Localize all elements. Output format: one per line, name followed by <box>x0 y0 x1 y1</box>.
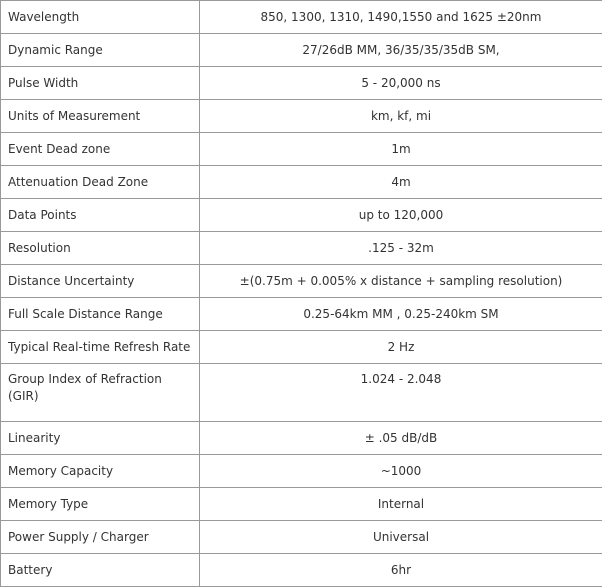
spec-value-resolution: .125 - 32m <box>200 232 602 265</box>
table-row <box>1 364 602 422</box>
spec-label-data-points: Data Points <box>1 199 200 232</box>
spec-label-memory-type: Memory Type <box>1 488 200 521</box>
spec-label-linearity: Linearity <box>1 422 200 455</box>
table-row <box>1 422 602 455</box>
table-row <box>1 34 602 67</box>
table-row <box>1 488 602 521</box>
spec-label-resolution: Resolution <box>1 232 200 265</box>
spec-label-attenuation-dead-zone: Attenuation Dead Zone <box>1 166 200 199</box>
table-row <box>1 199 602 232</box>
table-row <box>1 554 602 587</box>
table-row <box>1 298 602 331</box>
spec-label-pulse-width: Pulse Width <box>1 67 200 100</box>
spec-value-power-supply: Universal <box>200 521 602 554</box>
spec-value-memory-type: Internal <box>200 488 602 521</box>
spec-label-memory-capacity: Memory Capacity <box>1 455 200 488</box>
spec-label-dynamic-range: Dynamic Range <box>1 34 200 67</box>
table-row <box>1 67 602 100</box>
spec-value-event-dead-zone: 1m <box>200 133 602 166</box>
table-row <box>1 265 602 298</box>
spec-label-event-dead-zone: Event Dead zone <box>1 133 200 166</box>
spec-value-linearity: ± .05 dB/dB <box>200 422 602 455</box>
spec-value-distance-uncertainty: ±(0.75m + 0.005% x distance + sampling resolution) <box>200 265 602 298</box>
spec-value-battery: 6hr <box>200 554 602 587</box>
table-row <box>1 1 602 34</box>
spec-value-full-scale-range: 0.25-64km MM , 0.25-240km SM <box>200 298 602 331</box>
spec-value-data-points: up to 120,000 <box>200 199 602 232</box>
spec-label-units: Units of Measurement <box>1 100 200 133</box>
spec-label-refresh-rate: Typical Real-time Refresh Rate <box>1 331 200 364</box>
table-row <box>1 166 602 199</box>
spec-value-gir: 1.024 - 2.048 <box>200 364 602 422</box>
table-row <box>1 331 602 364</box>
spec-value-wavelength: 850, 1300, 1310, 1490,1550 and 1625 ±20nm <box>200 1 602 34</box>
spec-value-attenuation-dead-zone: 4m <box>200 166 602 199</box>
table-row <box>1 133 602 166</box>
spec-value-pulse-width: 5 - 20,000 ns <box>200 67 602 100</box>
spec-label-wavelength: Wavelength <box>1 1 200 34</box>
table-row <box>1 455 602 488</box>
table-row <box>1 100 602 133</box>
table-row <box>1 521 602 554</box>
spec-value-memory-capacity: ~1000 <box>200 455 602 488</box>
spec-label-gir: Group Index of Refraction (GIR) <box>1 364 200 422</box>
spec-value-refresh-rate: 2 Hz <box>200 331 602 364</box>
spec-value-units: km, kf, mi <box>200 100 602 133</box>
spec-label-distance-uncertainty: Distance Uncertainty <box>1 265 200 298</box>
spec-label-full-scale-range: Full Scale Distance Range <box>1 298 200 331</box>
spec-label-power-supply: Power Supply / Charger <box>1 521 200 554</box>
spec-label-battery: Battery <box>1 554 200 587</box>
table-row <box>1 232 602 265</box>
spec-value-dynamic-range: 27/26dB MM, 36/35/35/35dB SM, <box>200 34 602 67</box>
